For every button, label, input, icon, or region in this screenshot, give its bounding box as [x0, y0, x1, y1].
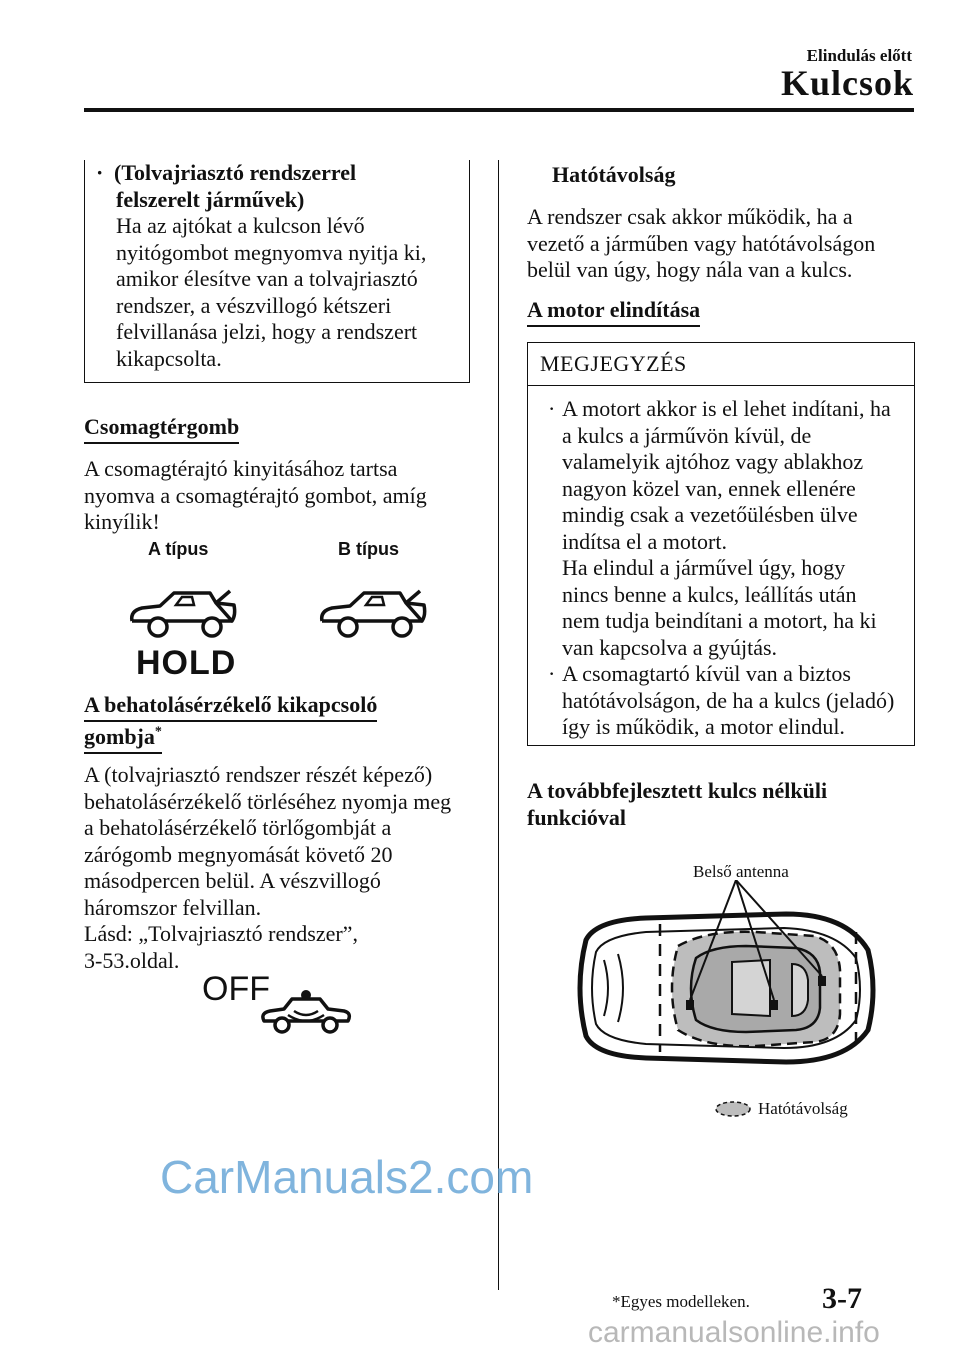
bullet: · [548, 661, 556, 686]
hold-label: HOLD [136, 644, 237, 682]
advanced-heading: A továbbfejlesztett kulcs nélküli funkcióval [527, 778, 828, 830]
watermark: CarManuals2.com [160, 1151, 534, 1203]
trunk-heading: Csomagtérgomb [84, 414, 239, 444]
page-number: 3-7 [822, 1282, 862, 1315]
intrusion-sensor-icon [256, 985, 356, 1037]
note-box [527, 342, 915, 746]
theft-alarm-heading: · (Tolvajriasztó rendszerrel [96, 160, 357, 185]
footer-url[interactable]: carmanualsonline.info [588, 1316, 880, 1349]
range-heading: Hatótávolság [552, 162, 676, 187]
bullet: · [548, 396, 556, 421]
trunk-heading-wrap [84, 414, 239, 444]
intrusion-heading-wrap [84, 692, 377, 754]
trunk-open-car-icon [126, 585, 238, 643]
column-divider [498, 160, 499, 1290]
engine-heading-wrap [527, 297, 700, 327]
footnote: *Egyes modelleken. [612, 1292, 750, 1311]
car-top-view-diagram [556, 880, 882, 1086]
header-rule [84, 108, 914, 112]
theft-alarm-text: Ha az ajtókat a kulcson lévő nyitógombot megnyomva nyitja ki, amikor élesítve van a tolvajriasztó rendszer, a vészvillogó kétszeri felvillanása jelzi, hogy a rendszert kikapcsolta. [116, 213, 427, 371]
note-item-1: · A motort akkor is el lehet indítani, ha a kulcs a járművön kívül, de valamelyik ajtóhoz vagy ablakhoz nagyon közel van, ennek ellenére mindig csak a vezetőülésben ülve indítsa el a motort. Ha elindul a járművel úgy, hogy nincs benne a kulcs, leállítás után nem tudja beindítani a motort, ha ki van kapcsolva a gyújtás. [548, 396, 891, 660]
note-item-2: · A csomagtartó kívül van a biztos hatótávolságon, de ha a kulcs (jeladó) így is működik, a motor elindul. [548, 661, 895, 739]
intrusion-text: A (tolvajriasztó rendszer részét képező) behatolásérzékelő törléséhez nyomja meg a behatolásérzékelő törlőgombját a zárógomb megnyomását követő 20 másodpercen belül. A vészvillogó háromszor felvillan. Lásd: „Tolvajriasztó rendszer”, 3-53.oldal. [84, 762, 452, 973]
theft-alarm-content [96, 160, 468, 372]
range-legend-swatch [714, 1100, 752, 1118]
theft-alarm-heading-2: felszerelt járművek) [116, 186, 305, 212]
off-label: OFF [202, 970, 270, 1008]
page-title: Kulcsok [780, 63, 914, 103]
trunk-text: A csomagtérajtó kinyitásához tartsa nyomva a csomagtérajtó gombot, amíg kinyílik! [84, 456, 427, 534]
range-legend-label: Hatótávolság [758, 1099, 848, 1118]
range-text: A rendszer csak akkor működik, ha a vezető a járműben vagy hatótávolságon belül van úgy, hogy nála van a kulcs. [527, 204, 876, 282]
type-b-label: B típus [338, 539, 399, 559]
trunk-open-car-icon-b [316, 585, 428, 643]
type-a-label: A típus [148, 539, 209, 559]
intrusion-heading: A behatolásérzékelő kikapcsoló [84, 692, 377, 722]
engine-heading: A motor elindítása [527, 297, 700, 327]
note-title: MEGJEGYZÉS [528, 343, 914, 386]
intrusion-heading-2: gombja* [84, 724, 162, 754]
section-title: Elindulás előtt [806, 46, 912, 65]
antenna-label: Belső antenna [693, 862, 789, 881]
